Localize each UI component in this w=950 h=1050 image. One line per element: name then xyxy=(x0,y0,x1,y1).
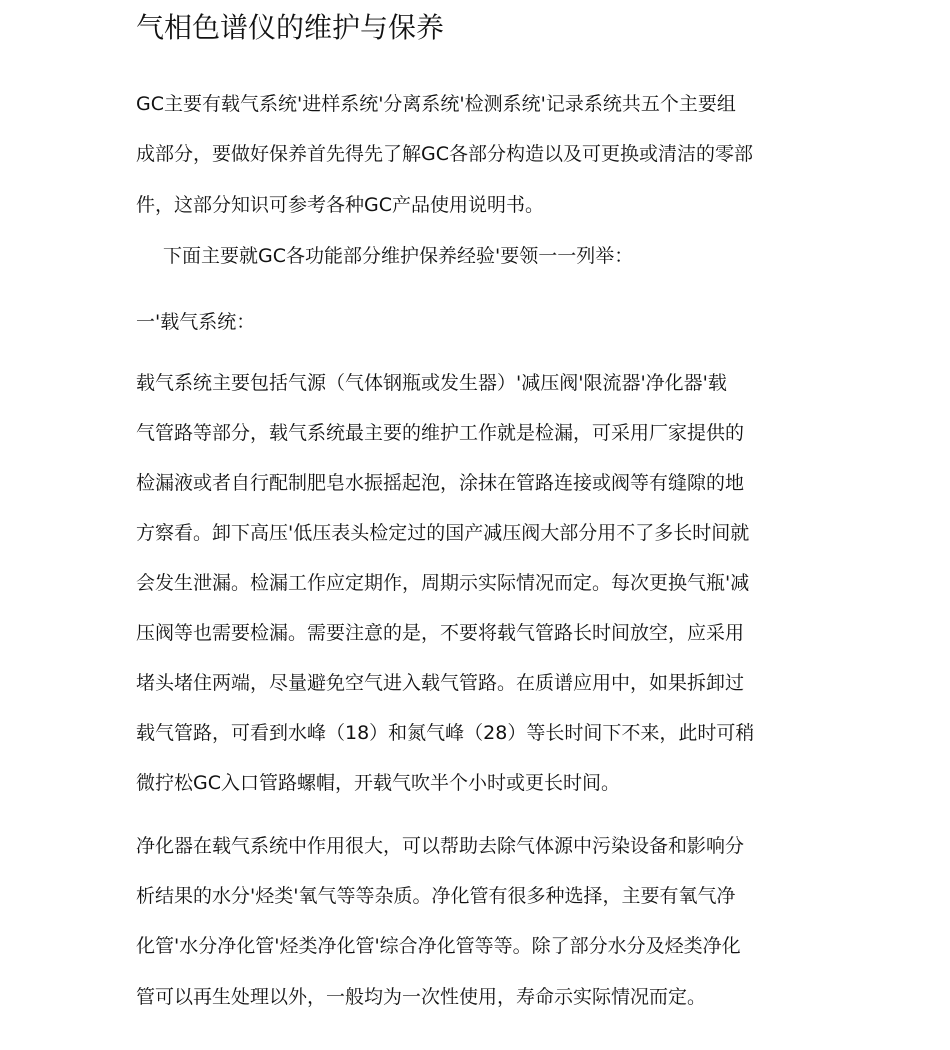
section-heading-carrier-gas: 一'载气系统： xyxy=(136,311,256,333)
overview-line: 下面主要就GC各功能部分维护保养经验'要领一一列举： xyxy=(163,245,634,267)
purifier-line-1: 净化器在载气系统中作用很大，可以帮助去除气体源中污染设备和影响分 xyxy=(136,835,745,857)
carrier-line-4: 方察看。卸下高压'低压表头检定过的国产减压阀大部分用不了多长时间就 xyxy=(136,522,750,544)
purifier-line-4: 管可以再生处理以外，一般均为一次性使用，寿命示实际情况而定。 xyxy=(136,986,707,1008)
purifier-line-2: 析结果的水分'烃类'氧气等等杂质。净化管有很多种选择，主要有氧气净 xyxy=(136,885,736,907)
intro-line-3: 件，这部分知识可参考各种GC产品使用说明书。 xyxy=(136,194,544,216)
page-title: 气相色谱仪的维护与保养 xyxy=(136,11,445,44)
carrier-line-8: 载气管路，可看到水峰（18）和氮气峰（28）等长时间下不来，此时可稍 xyxy=(136,722,755,744)
carrier-line-2: 气管路等部分，载气系统最主要的维护工作就是检漏，可采用厂家提供的 xyxy=(136,422,745,444)
carrier-line-1: 载气系统主要包括气源（气体钢瓶或发生器）'减压阀'限流器'净化器'载 xyxy=(136,372,727,394)
carrier-line-7: 堵头堵住两端，尽量避免空气进入载气管路。在质谱应用中，如果拆卸过 xyxy=(136,672,745,694)
intro-line-2: 成部分，要做好保养首先得先了解GC各部分构造以及可更换或清洁的零部 xyxy=(136,143,753,165)
carrier-line-9: 微拧松GC入口管路螺帽，开载气吹半个小时或更长时间。 xyxy=(136,772,620,794)
purifier-line-3: 化管'水分净化管'烃类净化管'综合净化管等等。除了部分水分及烃类净化 xyxy=(136,935,741,957)
carrier-line-6: 压阀等也需要检漏。需要注意的是，不要将载气管路长时间放空，应采用 xyxy=(136,622,745,644)
carrier-line-5: 会发生泄漏。检漏工作应定期作，周期示实际情况而定。每次更换气瓶'减 xyxy=(136,572,750,594)
intro-line-1: GC主要有载气系统'进样系统'分离系统'检测系统'记录系统共五个主要组 xyxy=(136,93,736,115)
carrier-line-3: 检漏液或者自行配制肥皂水振摇起泡，涂抹在管路连接或阀等有缝隙的地 xyxy=(136,472,745,494)
